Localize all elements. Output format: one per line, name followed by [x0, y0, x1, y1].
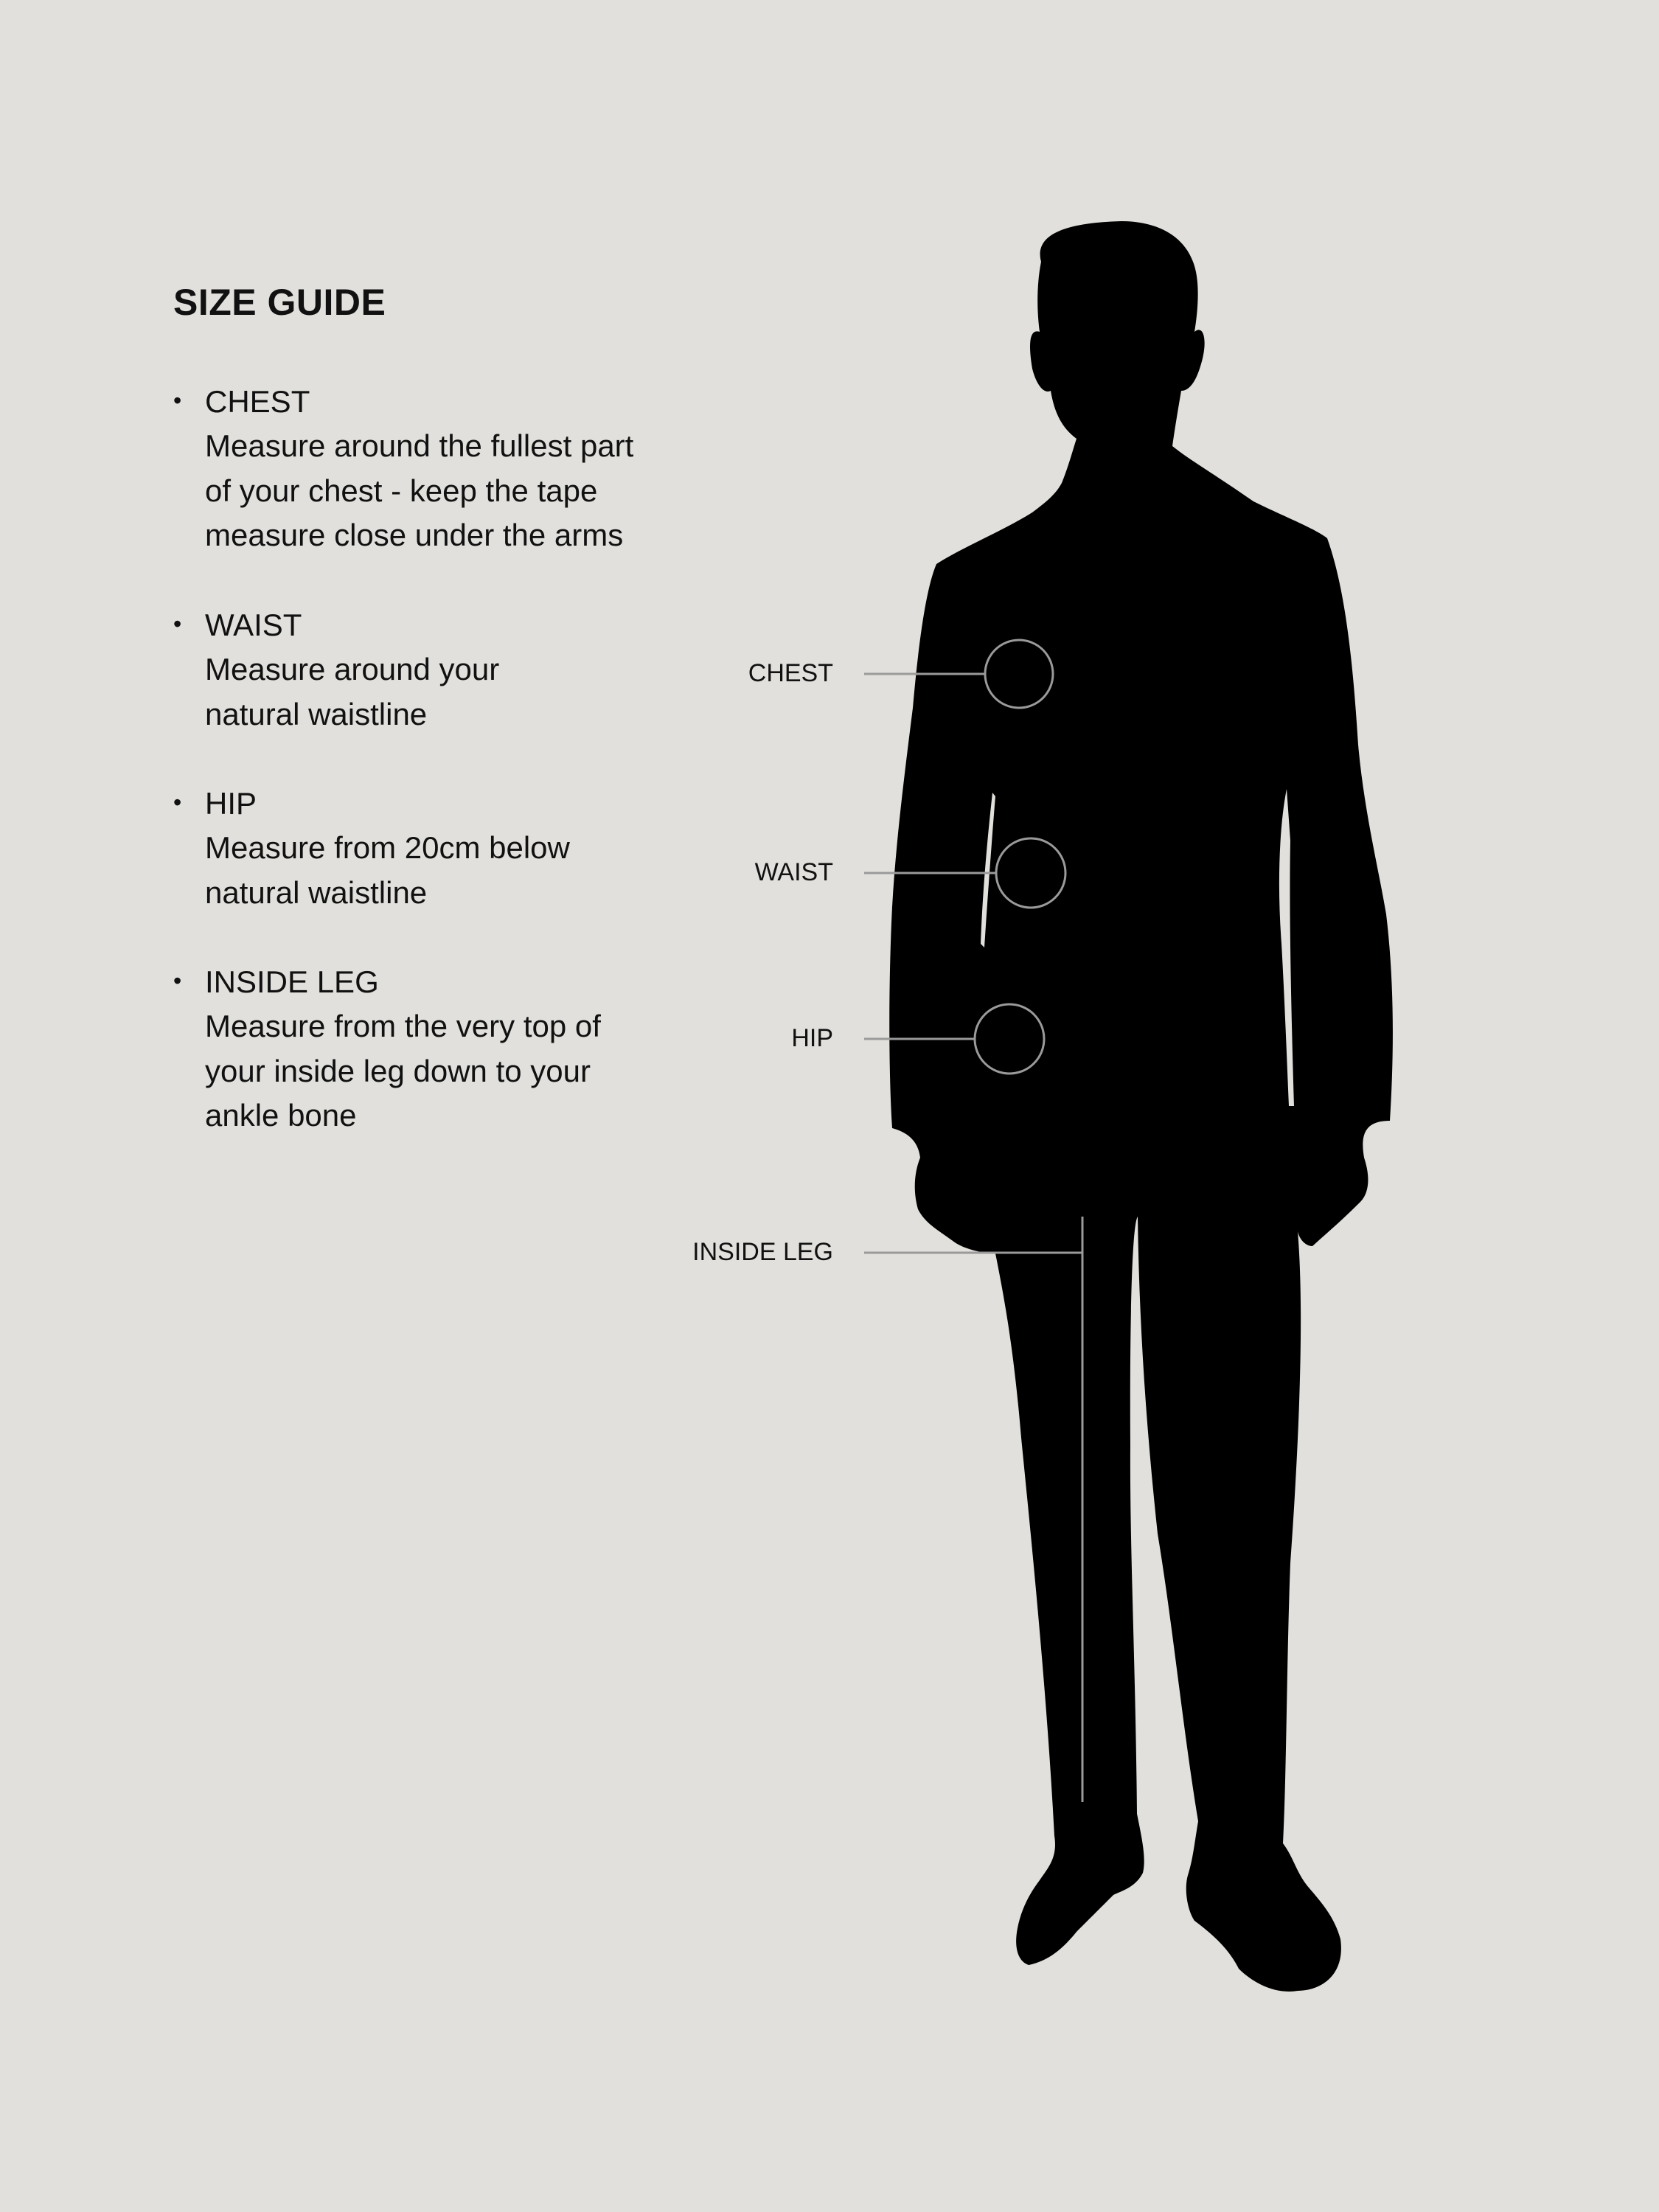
- measurement-title-chest: CHEST: [205, 384, 310, 419]
- bullet-icon: •: [173, 789, 182, 815]
- diagram-label-waist: WAIST: [754, 858, 833, 886]
- bullet-icon: •: [173, 611, 182, 637]
- diagram-label-hip: HIP: [791, 1024, 833, 1052]
- measurement-description-chest: Measure around the fullest part of your chest - keep the tape measure close under the arms: [205, 428, 634, 552]
- measurement-description-waist: Measure around your natural waistline: [205, 652, 500, 731]
- diagram-label-chest: CHEST: [748, 659, 833, 687]
- measurement-description-hip: Measure from 20cm below natural waistline: [205, 830, 570, 910]
- bullet-icon: •: [173, 387, 182, 414]
- bullet-icon: •: [173, 967, 182, 994]
- measurement-description-inside-leg: Measure from the very top of your inside leg down to your ankle bone: [205, 1009, 601, 1133]
- man-silhouette: [889, 221, 1393, 1992]
- measurement-title-inside-leg: INSIDE LEG: [205, 964, 379, 999]
- measurement-title-hip: HIP: [205, 786, 257, 821]
- measurement-title-waist: WAIST: [205, 608, 302, 642]
- silhouette-body: [889, 221, 1393, 1992]
- diagram-label-inside-leg: INSIDE LEG: [692, 1238, 833, 1266]
- size-guide-title: SIZE GUIDE: [173, 282, 386, 323]
